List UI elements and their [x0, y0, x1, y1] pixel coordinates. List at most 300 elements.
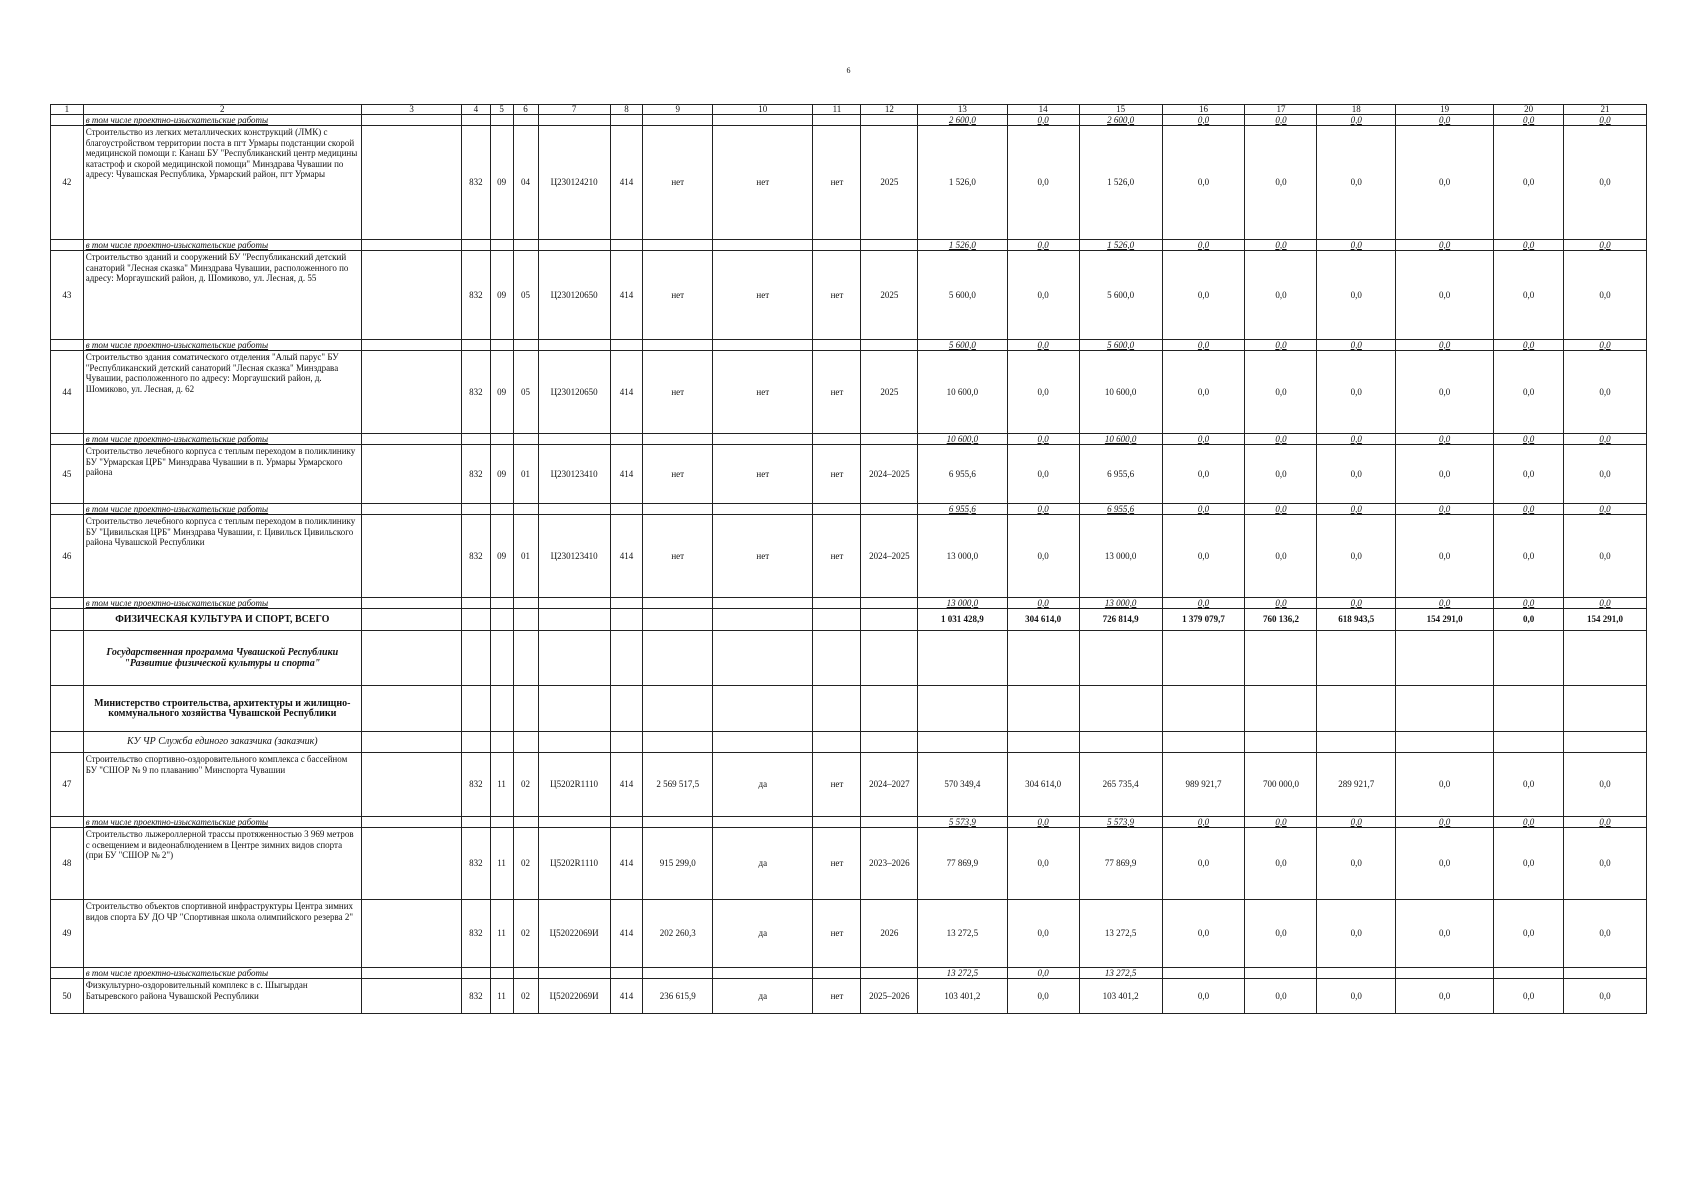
value-col-14: 0,0 — [1007, 251, 1079, 340]
cell-col-21 — [1563, 732, 1646, 753]
project-row — [51, 753, 1647, 817]
value-col-21: 0,0 — [1563, 515, 1646, 598]
project-name: Строительство лечебного корпуса с теплым переходом в поликлинику БУ "Цивильская ЦРБ" Минздрава Чувашии, г. Цивильск Цивильского района Чувашской Республики — [83, 515, 361, 598]
cell-c7: Ц52022069И — [538, 979, 610, 1014]
survey-works-row — [51, 817, 1647, 828]
value-col-20: 0,0 — [1494, 126, 1564, 240]
project-name: Строительство спортивно-оздоровительного комплекса с бассейном БУ "СШОР № 9 по плаванию" Минспорта Чувашии — [83, 753, 361, 817]
value-col-19: 0,0 — [1396, 753, 1494, 817]
value-col-20: 0,0 — [1494, 434, 1564, 445]
cell-col-12 — [861, 732, 918, 753]
cell-col-8 — [610, 340, 643, 351]
cell-c5: 09 — [490, 251, 513, 340]
value-col-19 — [1396, 968, 1494, 979]
cell-col-8 — [610, 598, 643, 609]
value-col-18: 0,0 — [1317, 817, 1396, 828]
cell-col-4 — [462, 340, 490, 351]
cell-c10: нет — [713, 126, 813, 240]
cell-c3 — [361, 979, 461, 1014]
cell-col-11 — [813, 240, 861, 251]
cell-col-18 — [1317, 686, 1396, 732]
row-number: 45 — [51, 445, 84, 504]
cell-col-17 — [1245, 686, 1317, 732]
survey-works-row — [51, 240, 1647, 251]
value-col-21: 0,0 — [1563, 979, 1646, 1014]
value-col-14: 0,0 — [1007, 340, 1079, 351]
cell-c4: 832 — [462, 515, 490, 598]
row-number — [51, 732, 84, 753]
cell-col-10 — [713, 817, 813, 828]
value-col-14: 0,0 — [1007, 240, 1079, 251]
value-col-13: 77 869,9 — [918, 828, 1007, 900]
value-col-13: 5 600,0 — [918, 251, 1007, 340]
cell-col-10 — [713, 631, 813, 686]
cell-c3 — [361, 251, 461, 340]
cell-col-5 — [490, 817, 513, 828]
cell-col-14 — [1007, 631, 1079, 686]
value-col-14: 0,0 — [1007, 115, 1079, 126]
value-col-21: 0,0 — [1563, 340, 1646, 351]
value-col-19: 0,0 — [1396, 598, 1494, 609]
cell-col-5 — [490, 732, 513, 753]
value-col-18: 0,0 — [1317, 515, 1396, 598]
value-col-15: 13 000,0 — [1079, 598, 1162, 609]
cell-col-8 — [610, 631, 643, 686]
value-col-16: 0,0 — [1162, 598, 1245, 609]
ministry-row — [51, 686, 1647, 732]
project-row — [51, 515, 1647, 598]
cell-c10: нет — [713, 515, 813, 598]
cell-c8: 414 — [610, 445, 643, 504]
cell-col-10 — [713, 240, 813, 251]
value-col-14: 0,0 — [1007, 126, 1079, 240]
value-col-17 — [1245, 968, 1317, 979]
column-number-8: 8 — [610, 105, 643, 115]
total-col-18: 618 943,5 — [1317, 609, 1396, 631]
survey-works-label: в том числе проектно-изыскательские работы — [83, 598, 361, 609]
value-col-20: 0,0 — [1494, 240, 1564, 251]
cell-col-4 — [462, 504, 490, 515]
value-col-13: 13 000,0 — [918, 515, 1007, 598]
cell-c12: 2026 — [861, 900, 918, 968]
cell-col-13 — [918, 631, 1007, 686]
value-col-14: 0,0 — [1007, 351, 1079, 434]
value-col-16: 0,0 — [1162, 979, 1245, 1014]
cell-col-10 — [713, 115, 813, 126]
row-number: 48 — [51, 828, 84, 900]
value-col-18: 0,0 — [1317, 115, 1396, 126]
cell-col-5 — [490, 504, 513, 515]
cell-col-12 — [861, 609, 918, 631]
value-col-21: 0,0 — [1563, 126, 1646, 240]
cell-c8: 414 — [610, 126, 643, 240]
cell-col-8 — [610, 240, 643, 251]
survey-works-label: в том числе проектно-изыскательские работы — [83, 434, 361, 445]
cell-c3 — [361, 515, 461, 598]
cell-col-11 — [813, 504, 861, 515]
value-col-17: 700 000,0 — [1245, 753, 1317, 817]
value-col-13: 6 955,6 — [918, 445, 1007, 504]
survey-works-row — [51, 598, 1647, 609]
cell-col-9 — [643, 115, 713, 126]
cell-col-6 — [513, 631, 538, 686]
cell-col-9 — [643, 434, 713, 445]
cell-col-5 — [490, 434, 513, 445]
cell-col-3 — [361, 598, 461, 609]
row-number: 42 — [51, 126, 84, 240]
value-col-20: 0,0 — [1494, 515, 1564, 598]
cell-col-7 — [538, 968, 610, 979]
value-col-16: 989 921,7 — [1162, 753, 1245, 817]
column-number-7: 7 — [538, 105, 610, 115]
value-col-20: 0,0 — [1494, 598, 1564, 609]
value-col-20: 0,0 — [1494, 115, 1564, 126]
cell-c4: 832 — [462, 753, 490, 817]
value-col-19: 0,0 — [1396, 828, 1494, 900]
project-name: Физкультурно-оздоровительный комплекс в с. Шыгырдан Батыревского района Чувашской Республики — [83, 979, 361, 1014]
value-col-18: 0,0 — [1317, 900, 1396, 968]
cell-col-7 — [538, 340, 610, 351]
cell-c4: 832 — [462, 351, 490, 434]
cell-col-3 — [361, 340, 461, 351]
cell-col-3 — [361, 504, 461, 515]
cell-c12: 2023–2026 — [861, 828, 918, 900]
cell-col-9 — [643, 732, 713, 753]
cell-c9: 236 615,9 — [643, 979, 713, 1014]
value-col-15: 1 526,0 — [1079, 126, 1162, 240]
cell-col-12 — [861, 631, 918, 686]
project-name: Строительство зданий и сооружений БУ "Республиканский детский санаторий "Лесная сказка" Минздрава Чувашии, расположенного по адресу: Моргаушский район, д. Шомиково, ул. Лесная, д. 55 — [83, 251, 361, 340]
cell-col-17 — [1245, 732, 1317, 753]
value-col-14: 0,0 — [1007, 979, 1079, 1014]
cell-col-8 — [610, 115, 643, 126]
project-name: Строительство лечебного корпуса с теплым переходом в поликлинику БУ "Урмарская ЦРБ" Минздрава Чувашии в п. Урмары Урмарского района — [83, 445, 361, 504]
value-col-15: 103 401,2 — [1079, 979, 1162, 1014]
cell-col-10 — [713, 609, 813, 631]
value-col-21: 0,0 — [1563, 598, 1646, 609]
value-col-13: 1 526,0 — [918, 240, 1007, 251]
value-col-18: 0,0 — [1317, 126, 1396, 240]
value-col-19: 0,0 — [1396, 515, 1494, 598]
value-col-20: 0,0 — [1494, 817, 1564, 828]
row-number — [51, 434, 84, 445]
cell-col-6 — [513, 340, 538, 351]
cell-c9: 202 260,3 — [643, 900, 713, 968]
cell-c4: 832 — [462, 979, 490, 1014]
value-col-16: 0,0 — [1162, 251, 1245, 340]
row-number — [51, 968, 84, 979]
value-col-17: 0,0 — [1245, 240, 1317, 251]
cell-c3 — [361, 126, 461, 240]
program-row — [51, 631, 1647, 686]
row-number: 49 — [51, 900, 84, 968]
cell-c7: Ц52022069И — [538, 900, 610, 968]
value-col-19: 0,0 — [1396, 504, 1494, 515]
value-col-13: 13 272,5 — [918, 968, 1007, 979]
cell-col-16 — [1162, 732, 1245, 753]
cell-col-6 — [513, 598, 538, 609]
cell-col-5 — [490, 968, 513, 979]
value-col-13: 570 349,4 — [918, 753, 1007, 817]
row-number — [51, 340, 84, 351]
survey-works-row — [51, 968, 1647, 979]
cell-col-11 — [813, 434, 861, 445]
value-col-20: 0,0 — [1494, 445, 1564, 504]
cell-col-3 — [361, 115, 461, 126]
value-col-20: 0,0 — [1494, 504, 1564, 515]
value-col-18 — [1317, 968, 1396, 979]
cell-c6: 01 — [513, 445, 538, 504]
row-number — [51, 115, 84, 126]
cell-col-6 — [513, 434, 538, 445]
cell-col-11 — [813, 598, 861, 609]
page-number: 6 — [846, 66, 851, 75]
cell-col-3 — [361, 686, 461, 732]
value-col-15: 265 735,4 — [1079, 753, 1162, 817]
value-col-18: 0,0 — [1317, 434, 1396, 445]
cell-c8: 414 — [610, 351, 643, 434]
total-col-21: 154 291,0 — [1563, 609, 1646, 631]
cell-col-5 — [490, 631, 513, 686]
value-col-18: 0,0 — [1317, 504, 1396, 515]
program-row-title: Государственная программа Чувашской Республики "Развитие физической культуры и спорта" — [83, 631, 361, 686]
value-col-16 — [1162, 968, 1245, 979]
cell-col-12 — [861, 340, 918, 351]
value-col-17: 0,0 — [1245, 817, 1317, 828]
cell-col-7 — [538, 631, 610, 686]
cell-c5: 09 — [490, 515, 513, 598]
value-col-15: 10 600,0 — [1079, 434, 1162, 445]
value-col-15: 6 955,6 — [1079, 504, 1162, 515]
row-number: 43 — [51, 251, 84, 340]
row-number — [51, 598, 84, 609]
cell-col-9 — [643, 504, 713, 515]
value-col-14: 304 614,0 — [1007, 753, 1079, 817]
total-col-20: 0,0 — [1494, 609, 1564, 631]
cell-col-7 — [538, 115, 610, 126]
cell-col-6 — [513, 609, 538, 631]
cell-col-4 — [462, 817, 490, 828]
cell-c9: нет — [643, 351, 713, 434]
value-col-21: 0,0 — [1563, 828, 1646, 900]
value-col-17: 0,0 — [1245, 828, 1317, 900]
value-col-17: 0,0 — [1245, 979, 1317, 1014]
cell-c12: 2024–2027 — [861, 753, 918, 817]
cell-col-7 — [538, 609, 610, 631]
value-col-21: 0,0 — [1563, 753, 1646, 817]
cell-c8: 414 — [610, 251, 643, 340]
value-col-18: 0,0 — [1317, 351, 1396, 434]
row-number: 46 — [51, 515, 84, 598]
cell-c5: 09 — [490, 126, 513, 240]
cell-col-12 — [861, 968, 918, 979]
cell-col-11 — [813, 609, 861, 631]
cell-c11: нет — [813, 900, 861, 968]
cell-col-4 — [462, 609, 490, 631]
value-col-19: 0,0 — [1396, 115, 1494, 126]
row-number — [51, 686, 84, 732]
cell-col-6 — [513, 686, 538, 732]
value-col-20: 0,0 — [1494, 251, 1564, 340]
cell-col-7 — [538, 598, 610, 609]
cell-col-11 — [813, 968, 861, 979]
customer-row — [51, 732, 1647, 753]
cell-col-16 — [1162, 631, 1245, 686]
value-col-15: 10 600,0 — [1079, 351, 1162, 434]
cell-col-9 — [643, 340, 713, 351]
value-col-20: 0,0 — [1494, 979, 1564, 1014]
value-col-18: 0,0 — [1317, 445, 1396, 504]
value-col-16: 0,0 — [1162, 115, 1245, 126]
value-col-13: 13 000,0 — [918, 598, 1007, 609]
cell-c6: 05 — [513, 251, 538, 340]
value-col-18: 0,0 — [1317, 598, 1396, 609]
column-number-5: 5 — [490, 105, 513, 115]
cell-c11: нет — [813, 515, 861, 598]
cell-c9: 915 299,0 — [643, 828, 713, 900]
cell-c7: Ц5202R1110 — [538, 753, 610, 817]
cell-col-9 — [643, 240, 713, 251]
value-col-14: 0,0 — [1007, 598, 1079, 609]
value-col-19: 0,0 — [1396, 434, 1494, 445]
value-col-13: 1 526,0 — [918, 126, 1007, 240]
value-col-18: 0,0 — [1317, 240, 1396, 251]
cell-col-3 — [361, 732, 461, 753]
project-name: Строительство объектов спортивной инфраструктуры Центра зимних видов спорта БУ ДО ЧР "Спортивная школа олимпийского резерва 2" — [83, 900, 361, 968]
value-col-20: 0,0 — [1494, 828, 1564, 900]
cell-col-3 — [361, 968, 461, 979]
cell-col-12 — [861, 504, 918, 515]
cell-c5: 09 — [490, 351, 513, 434]
cell-col-13 — [918, 686, 1007, 732]
survey-works-row — [51, 504, 1647, 515]
value-col-14: 0,0 — [1007, 434, 1079, 445]
cell-c10: да — [713, 900, 813, 968]
cell-c6: 02 — [513, 979, 538, 1014]
survey-works-label: в том числе проектно-изыскательские работы — [83, 504, 361, 515]
project-row — [51, 351, 1647, 434]
total-col-15: 726 814,9 — [1079, 609, 1162, 631]
cell-col-9 — [643, 968, 713, 979]
value-col-19: 0,0 — [1396, 445, 1494, 504]
value-col-20: 0,0 — [1494, 753, 1564, 817]
cell-col-20 — [1494, 732, 1564, 753]
value-col-19: 0,0 — [1396, 340, 1494, 351]
value-col-13: 13 272,5 — [918, 900, 1007, 968]
cell-c11: нет — [813, 126, 861, 240]
survey-works-row — [51, 434, 1647, 445]
cell-col-5 — [490, 686, 513, 732]
project-row — [51, 251, 1647, 340]
cell-c6: 02 — [513, 753, 538, 817]
cell-c4: 832 — [462, 900, 490, 968]
cell-c3 — [361, 351, 461, 434]
cell-c4: 832 — [462, 251, 490, 340]
cell-col-7 — [538, 732, 610, 753]
cell-c8: 414 — [610, 979, 643, 1014]
cell-col-7 — [538, 686, 610, 732]
cell-c5: 11 — [490, 828, 513, 900]
cell-c9: нет — [643, 126, 713, 240]
value-col-13: 6 955,6 — [918, 504, 1007, 515]
cell-col-21 — [1563, 631, 1646, 686]
cell-col-10 — [713, 686, 813, 732]
cell-c8: 414 — [610, 900, 643, 968]
cell-c9: нет — [643, 251, 713, 340]
cell-col-8 — [610, 968, 643, 979]
value-col-16: 0,0 — [1162, 900, 1245, 968]
cell-c12: 2025–2026 — [861, 979, 918, 1014]
cell-col-13 — [918, 732, 1007, 753]
section-total-row — [51, 609, 1647, 631]
cell-col-6 — [513, 817, 538, 828]
value-col-13: 103 401,2 — [918, 979, 1007, 1014]
value-col-21: 0,0 — [1563, 434, 1646, 445]
cell-col-11 — [813, 686, 861, 732]
survey-works-label: в том числе проектно-изыскательские работы — [83, 817, 361, 828]
cell-c9: нет — [643, 515, 713, 598]
project-name: Строительство лыжероллерной трассы протяженностью 3 969 метров с освещением и видеонаблюдением в Центре зимних видов спорта (при БУ "СШОР № 2") — [83, 828, 361, 900]
cell-col-4 — [462, 732, 490, 753]
row-number — [51, 817, 84, 828]
value-col-20: 0,0 — [1494, 900, 1564, 968]
section-total-title: ФИЗИЧЕСКАЯ КУЛЬТУРА И СПОРТ, ВСЕГО — [83, 609, 361, 631]
cell-c11: нет — [813, 753, 861, 817]
value-col-16: 0,0 — [1162, 515, 1245, 598]
value-col-15: 77 869,9 — [1079, 828, 1162, 900]
value-col-14: 0,0 — [1007, 828, 1079, 900]
cell-col-6 — [513, 504, 538, 515]
cell-col-4 — [462, 434, 490, 445]
cell-col-3 — [361, 817, 461, 828]
value-col-17: 0,0 — [1245, 598, 1317, 609]
row-number: 47 — [51, 753, 84, 817]
cell-col-4 — [462, 598, 490, 609]
row-number — [51, 609, 84, 631]
value-col-13: 10 600,0 — [918, 351, 1007, 434]
value-col-16: 0,0 — [1162, 340, 1245, 351]
cell-col-14 — [1007, 732, 1079, 753]
value-col-19: 0,0 — [1396, 240, 1494, 251]
column-number-row — [51, 105, 1647, 115]
cell-col-12 — [861, 115, 918, 126]
column-number-2: 2 — [83, 105, 361, 115]
value-col-15: 5 600,0 — [1079, 340, 1162, 351]
cell-col-8 — [610, 434, 643, 445]
column-number-14: 14 — [1007, 105, 1079, 115]
cell-c12: 2025 — [861, 351, 918, 434]
total-col-14: 304 614,0 — [1007, 609, 1079, 631]
survey-works-row — [51, 340, 1647, 351]
cell-c8: 414 — [610, 753, 643, 817]
cell-c5: 11 — [490, 979, 513, 1014]
total-col-13: 1 031 428,9 — [918, 609, 1007, 631]
value-col-14: 0,0 — [1007, 968, 1079, 979]
cell-col-12 — [861, 817, 918, 828]
value-col-15: 5 573,9 — [1079, 817, 1162, 828]
cell-c5: 11 — [490, 900, 513, 968]
row-number — [51, 631, 84, 686]
value-col-20 — [1494, 968, 1564, 979]
cell-c6: 02 — [513, 828, 538, 900]
cell-c7: Ц230124210 — [538, 126, 610, 240]
project-name: Строительство из легких металлических конструкций (ЛМК) с благоустройством территории поста в пгт Урмары подстанции скорой медицинской помощи г. Канаш БУ "Республиканский центр медицины катастроф и скорой медицинской помощи" Минздрава Чувашии по адресу: Чувашская Республика, Урмарский район, пгт Урмары — [83, 126, 361, 240]
cell-col-5 — [490, 240, 513, 251]
column-number-12: 12 — [861, 105, 918, 115]
cell-col-12 — [861, 686, 918, 732]
cell-c6: 04 — [513, 126, 538, 240]
cell-c11: нет — [813, 445, 861, 504]
